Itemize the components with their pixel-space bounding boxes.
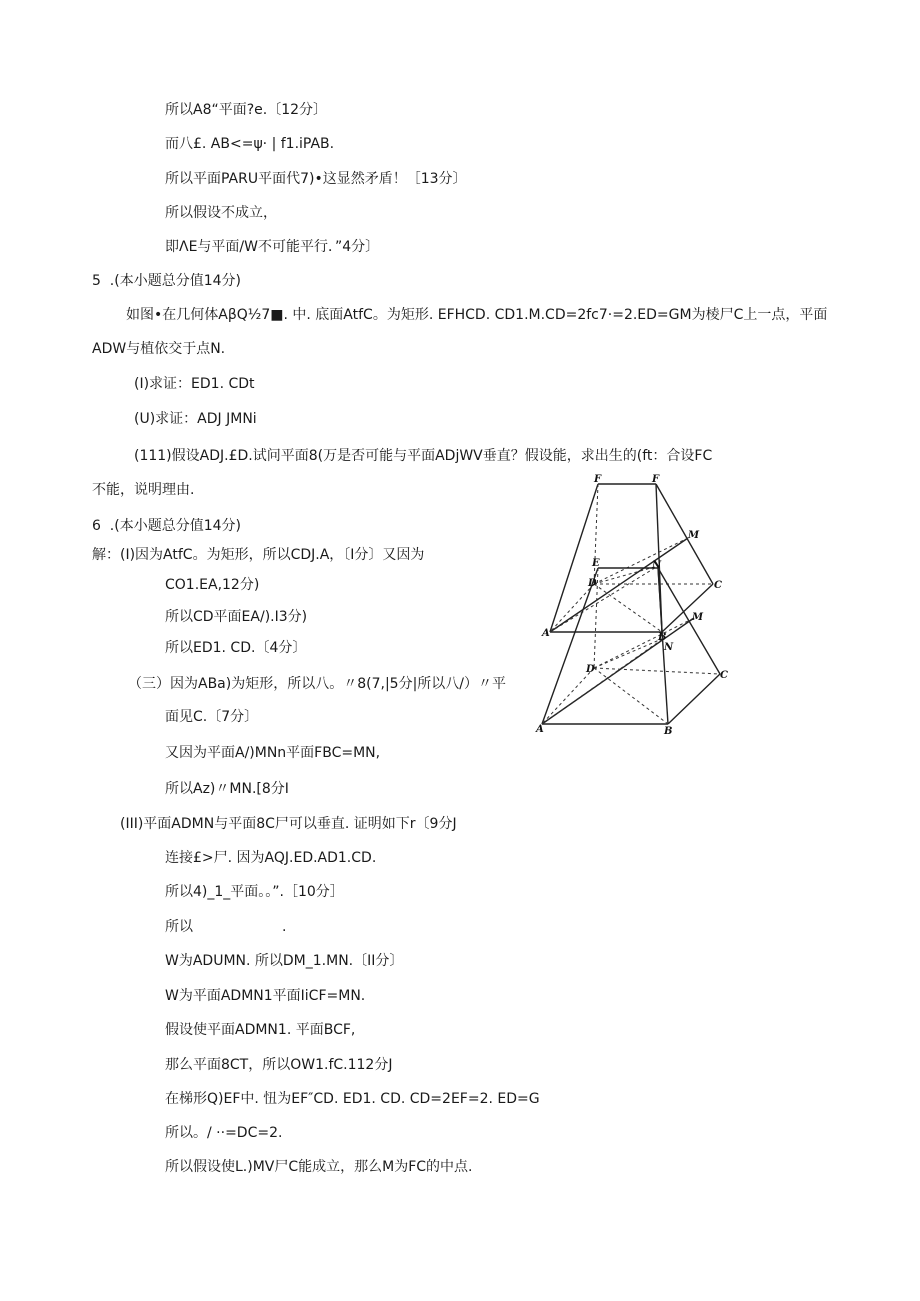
solution-line: 所以。/ ··=DC=2. — [165, 1125, 283, 1141]
figure-labels — [535, 474, 728, 737]
solution-line: （三）因为ABa)为矩形，所以八。〃8(7,|5分|所以八/）〃平 — [128, 676, 507, 692]
solution-line: CO1.EA,12分) — [165, 577, 260, 593]
problem-text: ADW与植依交于点N. — [92, 341, 226, 357]
label-top-7: A — [542, 628, 550, 639]
solution-line: W为ADUMN. 所以DM_1.MN.〔II分〕 — [165, 953, 404, 969]
label-bottom-5: C — [720, 670, 728, 681]
label-bottom-1: B — [658, 632, 667, 643]
label-top-0: F — [594, 474, 602, 485]
solution-line: 连接£>尸. 因为AQJ.ED.AD1.CD. — [165, 850, 377, 866]
problem-part: (111)假设ADJ.£D.试问平面8(万是否可能与平面ADjWV垂直？假设能，求出生的(ft：合设FC — [134, 448, 713, 464]
solution-line: (III)平面ADMN与平面8C尸可以垂直. 证明如下r〔9分J — [120, 816, 457, 832]
solution-line: 所以4)_1_平面。。”.［10分］ — [165, 884, 344, 900]
text-line: 而八£. AB<=ψ· | f1.iPAB. — [165, 136, 335, 152]
label-bottom-3: N — [664, 642, 674, 653]
solution-line: W为平面ADMN1平面IiCF=MN. — [165, 988, 366, 1004]
problem-part: (U)求证：ADJ JMNi — [134, 411, 257, 427]
label-top-3: D — [588, 578, 597, 589]
label-bottom-4: D — [586, 664, 595, 675]
solution-line: 所以ED1. CD.〔4分〕 — [165, 640, 307, 656]
solution-line: 所以假设使L.)MV尸C能成立，那么M为FC的中点. — [165, 1159, 473, 1175]
solution-line: 所以CD平面EA/).I3分) — [165, 609, 308, 625]
text-line: 所以假设不成立， — [165, 205, 277, 221]
solution-line: 所以Az)〃MN.[8分I — [165, 781, 289, 797]
text-line: 所以平面PARU平面代7)•这显然矛盾！［13分〕 — [165, 171, 467, 187]
solution-line: 那么平面8CT，所以OW1.fC.112分J — [165, 1057, 393, 1073]
solution-line: 所以 . — [165, 919, 287, 935]
label-top-2: E — [592, 558, 600, 569]
solution-line: 面见C.〔7分〕 — [165, 709, 259, 725]
label-bottom-6: A — [536, 724, 544, 735]
text-line: 即ΛE与平面/W不可能平行．”4分〕 — [165, 239, 380, 255]
label-bottom-2: M — [692, 612, 704, 623]
section-heading: 6 .(本小题总分值14分) — [92, 518, 241, 534]
geometry-figure — [528, 472, 738, 744]
section-heading: 5 .(本小题总分值14分) — [92, 273, 241, 289]
solution-line: 在梯形Q)EF中. 忸为EF″CD. ED1. CD. CD=2EF=2. ED=G — [165, 1091, 540, 1107]
upper-solid — [550, 484, 713, 632]
problem-text: 如图•在几何体AβQ½7■. 中. 底面AtfC。为矩形. EFHCD. CD1.M.CD=2fc7·=2.ED=GM为棱尸C上一点，平面 — [126, 307, 828, 323]
solution-line: 解：(I)因为AtfC。为矩形，所以CDJ.A，〔I分〕又因为 — [92, 547, 425, 563]
label-top-4: N — [652, 560, 662, 571]
label-top-1: F — [652, 474, 660, 485]
text-line: 所以A8“平面?e.〔12分〕 — [165, 102, 328, 118]
label-top-6: C — [714, 580, 722, 591]
solution-line: 又因为平面A/)MNn平面FBC=MN, — [165, 745, 381, 761]
problem-text: 不能，说明理由. — [92, 482, 195, 498]
label-bottom-7: B — [664, 726, 673, 737]
lower-solid — [542, 568, 720, 724]
problem-part: (I)求证：ED1. CDt — [134, 376, 255, 392]
solution-line: 假设使平面ADMN1. 平面BCF, — [165, 1022, 356, 1038]
label-top-5: M — [688, 530, 700, 541]
